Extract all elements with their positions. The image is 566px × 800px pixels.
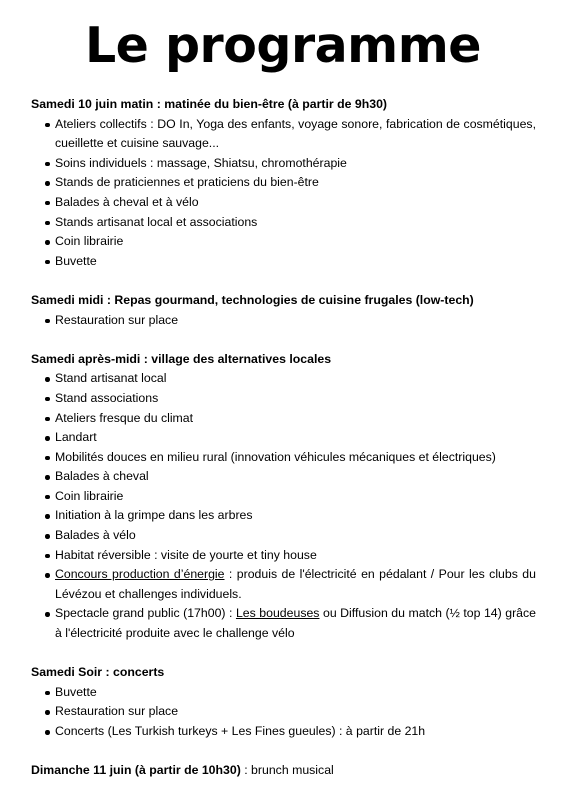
item-list [31,311,536,331]
list-item: Habitat réversible : visite de yourte et tiny house [31,546,536,566]
list-item: Restauration sur place [31,311,536,331]
list-item: Coin librairie [31,232,536,252]
item-list [31,369,536,643]
section-saturday-morning [31,95,536,271]
sunday-heading-rest: : brunch musical [240,763,334,778]
list-item: Concerts (Les Turkish turkeys + Les Fines gueules) : à partir de 21h [31,722,536,742]
list-item: Buvette [31,252,536,272]
list-item-show [31,604,536,643]
item-list [31,683,536,742]
list-item: Initiation à la grimpe dans les arbres [31,506,536,526]
list-item: Stands artisanat local et associations [31,213,536,233]
section-heading: Samedi Soir : concerts [31,665,165,680]
section-heading-sunday [31,761,536,781]
list-item: Restauration sur place [31,702,536,722]
energy-contest-link[interactable]: Concours production d’énergie [55,567,225,582]
list-item: Ateliers fresque du climat [31,409,536,429]
show-text-after: ou Diffusion du match (½ top 14) grâce à l'électricité produite avec le challenge vélo [55,606,536,641]
section-heading: Samedi après-midi : village des alternatives locales [31,351,332,366]
list-item: Stand artisanat local [31,369,536,389]
page-title: Le programme [84,17,482,74]
list-item: Soins individuels : massage, Shiatsu, chromothérapie [31,154,536,174]
item-list [31,115,536,272]
section-saturday-afternoon [31,350,536,644]
list-item: Landart [31,428,536,448]
list-item: Stand associations [31,389,536,409]
les-boudeuses-link[interactable]: Les boudeuses [235,606,320,621]
list-item: Mobilités douces en milieu rural (innovation véhicules mécaniques et électriques) [31,448,536,468]
section-sunday [31,761,536,781]
list-item: Coin librairie [31,487,536,507]
list-item: Balades à vélo [31,526,536,546]
list-item: Ateliers collectifs : DO In, Yoga des enfants, voyage sonore, fabrication de cosmétiques, cueillette et cuisine sauvage... [31,115,536,154]
section-saturday-evening [31,663,536,741]
energy-contest-text: : produis de l'électricité en pédalant / Pour les clubs du Lévézou et challenges individuels. [55,567,536,601]
list-item: Balades à cheval [31,467,536,487]
sunday-heading-bold: Dimanche 11 juin (à partir de 10h30) [31,763,241,778]
section-saturday-noon [31,291,536,330]
list-item-energy-contest [31,565,536,604]
show-text-before: Spectacle grand public (17h00) : [55,606,236,621]
section-heading: Samedi 10 juin matin : matinée du bien-être (à partir de 9h30) [31,97,388,111]
section-heading: Samedi midi : Repas gourmand, technologies de cuisine frugales (low-tech) [31,292,474,307]
list-item: Balades à cheval et à vélo [31,193,536,213]
list-item: Stands de praticiennes et praticiens du bien-être [31,173,536,193]
list-item: Buvette [31,683,536,703]
program-content [31,95,536,781]
